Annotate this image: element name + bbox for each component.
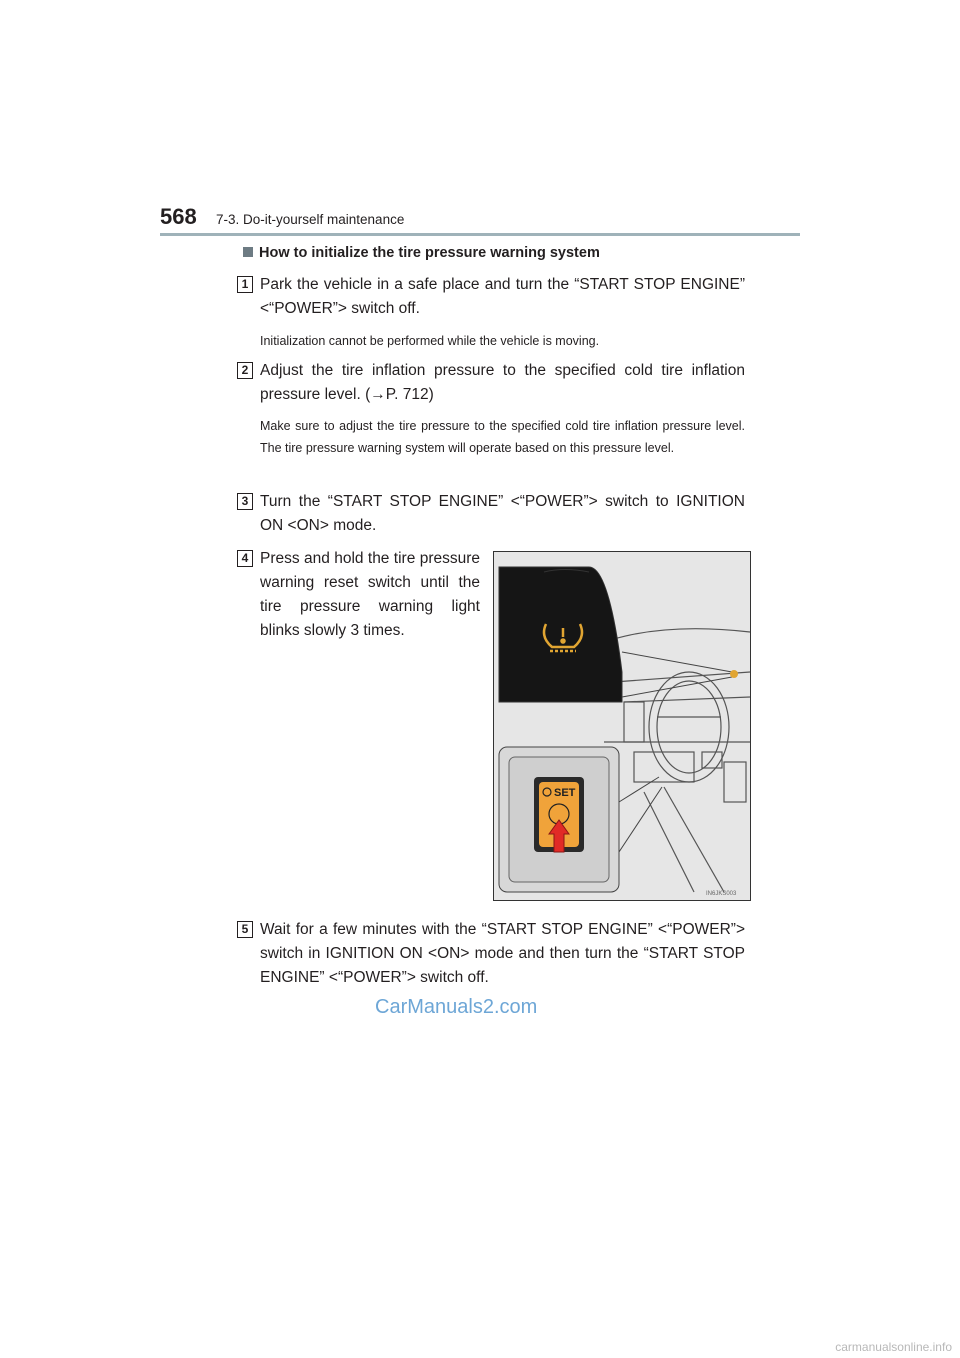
- step-1-note: Initialization cannot be performed while the vehicle is moving.: [260, 334, 600, 348]
- square-bullet-icon: [243, 247, 253, 257]
- step-number-2: 2: [237, 362, 253, 379]
- step-1-text: Park the vehicle in a safe place and turn the “START STOP ENGINE” <“POWER”> switch off.: [260, 276, 745, 317]
- header-rule: [160, 233, 800, 236]
- set-label: SET: [554, 787, 576, 799]
- step-5-text: Wait for a few minutes with the “START STOP ENGINE” <“POWER”> switch in IGNITION ON <ON> mode and then turn the “START STOP ENGINE” <“POWER”> switch off.: [260, 921, 745, 986]
- page-header: [160, 204, 800, 236]
- watermark: CarManuals2.com: [375, 996, 538, 1018]
- step-number-5: 5: [237, 921, 253, 938]
- figure-code: IN6JKS003: [706, 891, 737, 897]
- step-2-note: Make sure to adjust the tire pressure to the specified cold tire inflation pressure level. The tire pressure warning system will operate based on this pressure level.: [260, 419, 745, 455]
- step-number-3: 3: [237, 493, 253, 510]
- page-number: 568: [160, 204, 197, 229]
- dashboard-illustration: [494, 552, 750, 900]
- step-4-text: Press and hold the tire pressure warning reset switch until the tire pressure warning light blinks slowly 3 times.: [260, 550, 480, 639]
- step-2-text: Adjust the tire inflation pressure to the specified cold tire inflation pressure level. (→P. 712): [260, 362, 745, 403]
- section-title: 7-3. Do-it-yourself maintenance: [216, 212, 405, 227]
- step-3-text: Turn the “START STOP ENGINE” <“POWER”> switch to IGNITION ON <ON> mode.: [260, 493, 745, 534]
- step-number-4: 4: [237, 550, 253, 567]
- reset-switch-illustration: [493, 551, 751, 901]
- step-number-1: 1: [237, 276, 253, 293]
- procedure-heading: [243, 245, 600, 261]
- heading-text: How to initialize the tire pressure warning system: [259, 245, 600, 261]
- footer-watermark: carmanualsonline.info: [835, 1340, 952, 1354]
